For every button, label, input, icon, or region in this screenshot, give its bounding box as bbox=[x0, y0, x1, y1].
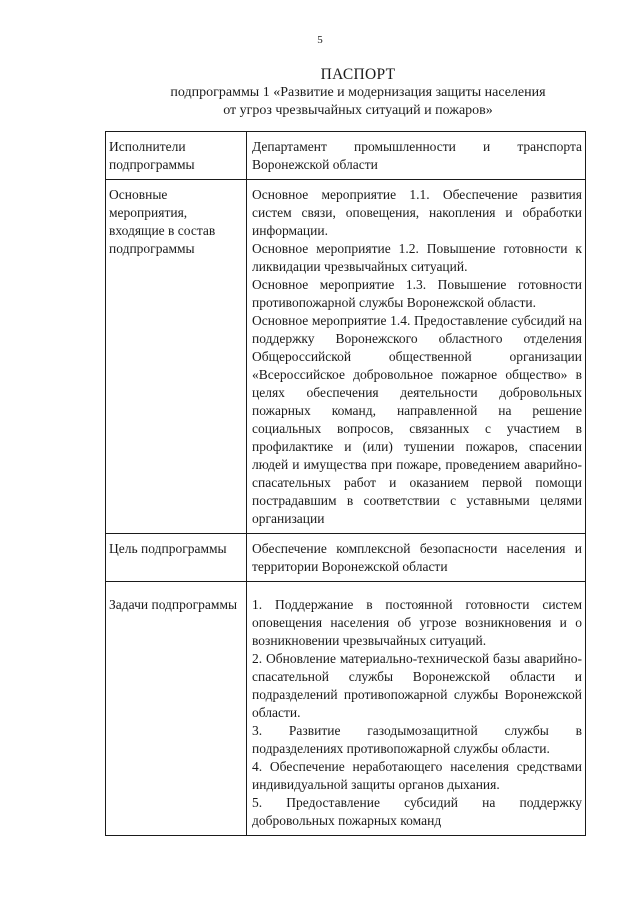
paragraph: Департамент промышленности и транспорта Воронежской области bbox=[252, 139, 582, 172]
passport-table bbox=[105, 131, 586, 836]
row-content bbox=[247, 534, 586, 582]
document-subtitle bbox=[0, 84, 640, 120]
paragraph: Основное мероприятие 1.2. Повышение готовности к ликвидации чрезвычайных ситуаций. bbox=[252, 241, 582, 274]
paragraph: 3. Развитие газодымозащитной службы в подразделениях противопожарной службы области. bbox=[252, 723, 582, 756]
table-row-main-activities bbox=[106, 180, 586, 534]
row-label: Задачи подпрограммы bbox=[106, 582, 247, 836]
subtitle-line-2: от угроз чрезвычайных ситуаций и пожаров» bbox=[223, 103, 493, 118]
document-title: ПАСПОРТ bbox=[320, 66, 396, 83]
row-content bbox=[247, 180, 586, 534]
row-content bbox=[247, 132, 586, 180]
row-label: Основные мероприятия, входящие в состав подпрограммы bbox=[106, 180, 247, 534]
paragraph: Обеспечение комплексной безопасности населения и территории Воронежской области bbox=[252, 541, 582, 574]
page-number: 5 bbox=[317, 34, 323, 46]
row-label: Цель подпрограммы bbox=[106, 534, 247, 582]
paragraph: 1. Поддержание в постоянной готовности систем оповещения населения об угрозе возникновения и о возникновении чрезвычайных ситуаций. bbox=[252, 597, 582, 648]
table-row-executors bbox=[106, 132, 586, 180]
paragraph: 5. Предоставление субсидий на поддержку добровольных пожарных команд bbox=[252, 795, 582, 828]
row-content bbox=[247, 582, 586, 836]
table-row-tasks bbox=[106, 582, 586, 836]
row-label: Исполнители подпрограммы bbox=[106, 132, 247, 180]
paragraph: Основное мероприятие 1.3. Повышение готовности противопожарной службы Воронежской области. bbox=[252, 277, 582, 310]
subtitle-line-1: подпрограммы 1 «Развитие и модернизация защиты населения bbox=[170, 85, 546, 100]
table-row-goal bbox=[106, 534, 586, 582]
paragraph: Основное мероприятие 1.1. Обеспечение развития систем связи, оповещения, накопления и обработки информации. bbox=[252, 187, 582, 238]
paragraph: Основное мероприятие 1.4. Предоставление субсидий на поддержку Воронежского областного отделения Общероссийской общественной организации «Всероссийское добровольное пожарное общество» в целях обеспечения деятельности добровольных пожарных команд, направленной на решение социальных вопросов, связанных с участием в профилактике и (или) тушении пожаров, спасении людей и имущества при пожаре, проведением аварийно-спасательных работ и оказанием первой помощи пострадавшим в соответствии с уставными целями организации bbox=[252, 313, 582, 526]
paragraph: 4. Обеспечение неработающего населения средствами индивидуальной защиты органов дыхания. bbox=[252, 759, 582, 792]
paragraph: 2. Обновление материально-технической базы аварийно-спасательной службы Воронежской области и подразделений противопожарной службы Воронежской области. bbox=[252, 651, 582, 720]
